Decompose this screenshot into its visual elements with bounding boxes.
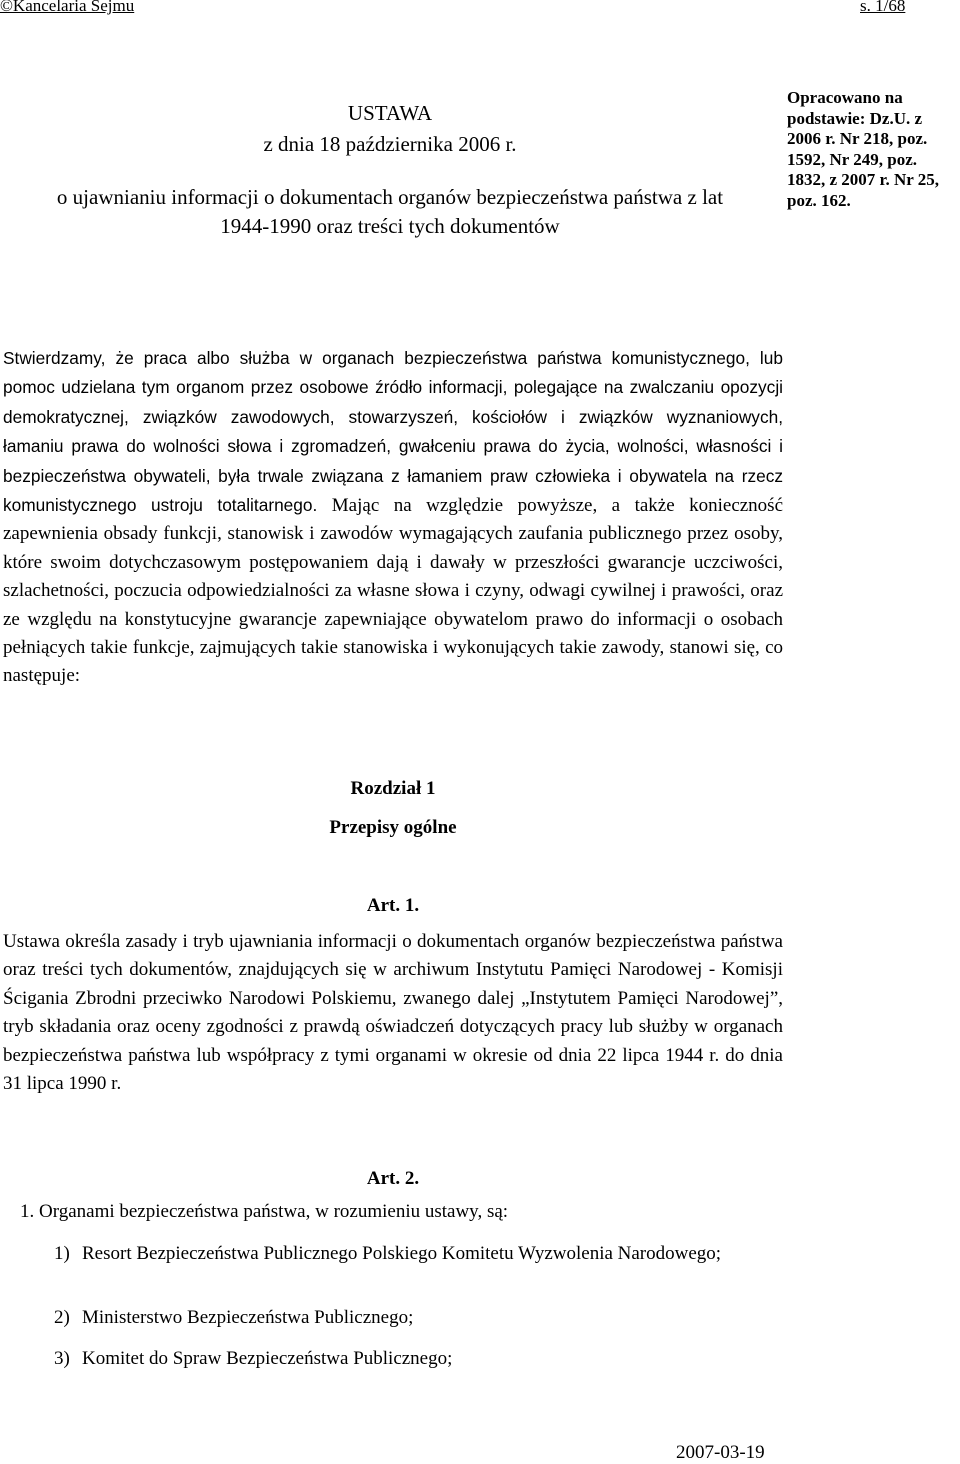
art1-heading: Art. 1. <box>366 895 420 916</box>
header-source <box>0 0 134 16</box>
list-item-text: Komitet do Spraw Bezpieczeństwa Publicznego; <box>82 1348 453 1369</box>
page-number-link[interactable]: s. 1/68 <box>860 0 906 15</box>
act-subject: o ujawnianiu informacji o dokumentach organów bezpieczeństwa państwa z lat 1944-1990 oraz treści tych dokumentów <box>56 185 724 238</box>
list-item-text: Resort Bezpieczeństwa Publicznego Polskiego Komitetu Wyzwolenia Narodowego; <box>82 1243 722 1264</box>
preamble-part-1: Stwierdzamy, że praca albo służba w organach bezpieczeństwa państwa komunistycznego, lub pomoc udzielana tym organom przez osobowe źródło informacji, polegające na zwalczaniu opozycji demokratycznej, związków zawodowych, stowarzyszeń, kościołów i związków wyznaniowych, łamaniu prawa do wolności słowa i zgromadzeń, gwałceniu prawa do życia, wolności, własności i bezpieczeństwa obywateli, była trwale związana z łamaniem praw człowieka i obywatela na rzecz komunistycznego ustroju totalitarnego. <box>3 348 783 516</box>
list-item <box>54 1238 784 1269</box>
art1-text: Ustawa określa zasady i tryb ujawniania informacji o dokumentach organów bezpieczeństwa państwa oraz treści tych dokumentów, znajdujących się w archiwum Instytutu Pamięci Narodowej - Komisji Ścigania Zbrodni przeciwko Narodowi Polskiemu, zwanego dalej „Instytutem Pamięci Narodowej”, tryb składania oraz oceny zgodności z prawdą oświadczeń dotyczących pracy lub służby w organach bezpieczeństwa państwa lub współpracy z tymi organami w okresie od dnia 22 lipca 1944 r. do dnia 31 lipca 1990 r. <box>3 931 783 1095</box>
act-title-block <box>40 100 740 241</box>
list-item-text: Ministerstwo Bezpieczeństwa Publicznego; <box>82 1307 414 1328</box>
footer-date: 2007-03-19 <box>676 1442 765 1463</box>
act-kind: USTAWA <box>347 101 433 125</box>
art2-heading: Art. 2. <box>366 1168 420 1189</box>
source-note: Opracowano na podstawie: Dz.U. z 2006 r. Nr 218, poz. 1592, Nr 249, poz. 1832, z 2007 r. Nr 25, poz. 162. <box>787 88 940 210</box>
header-page-number <box>860 0 905 16</box>
act-date: z dnia 18 października 2006 r. <box>263 132 517 156</box>
preamble-part-2: Mając na względzie powyższe, a także konieczność zapewnienia obsady funkcji, stanowisk i zawodów wymagających zaufania publicznego przez osoby, które swoim dotychczasowym postępowaniem dają i dawały w przeszłości gwarancje uczciwości, szlachetności, poczucia odpowiedzialności za własne słowa i czyny, odwagi cywilnej i prawości, oraz ze względu na konstytucyjne gwarancje zapewniające obywatelom prawo do informacji o osobach pełniących takie funkcje, zajmujących takie stanowiska i wykonujących takie zawody, stanowi się, co następuje: <box>3 495 784 687</box>
preamble <box>3 344 783 691</box>
chapter-name: Przepisy ogólne <box>329 817 457 838</box>
list-item <box>54 1302 784 1333</box>
list-item-number: 2) <box>54 1307 70 1328</box>
list-item-number: 3) <box>54 1348 70 1369</box>
art2-intro: 1. Organami bezpieczeństwa państwa, w rozumieniu ustawy, są: <box>20 1201 509 1222</box>
chapter-number: Rozdział 1 <box>350 778 436 799</box>
list-item-number: 1) <box>54 1243 70 1264</box>
list-item <box>54 1343 784 1374</box>
source-link[interactable]: ©Kancelaria Sejmu <box>0 0 135 15</box>
